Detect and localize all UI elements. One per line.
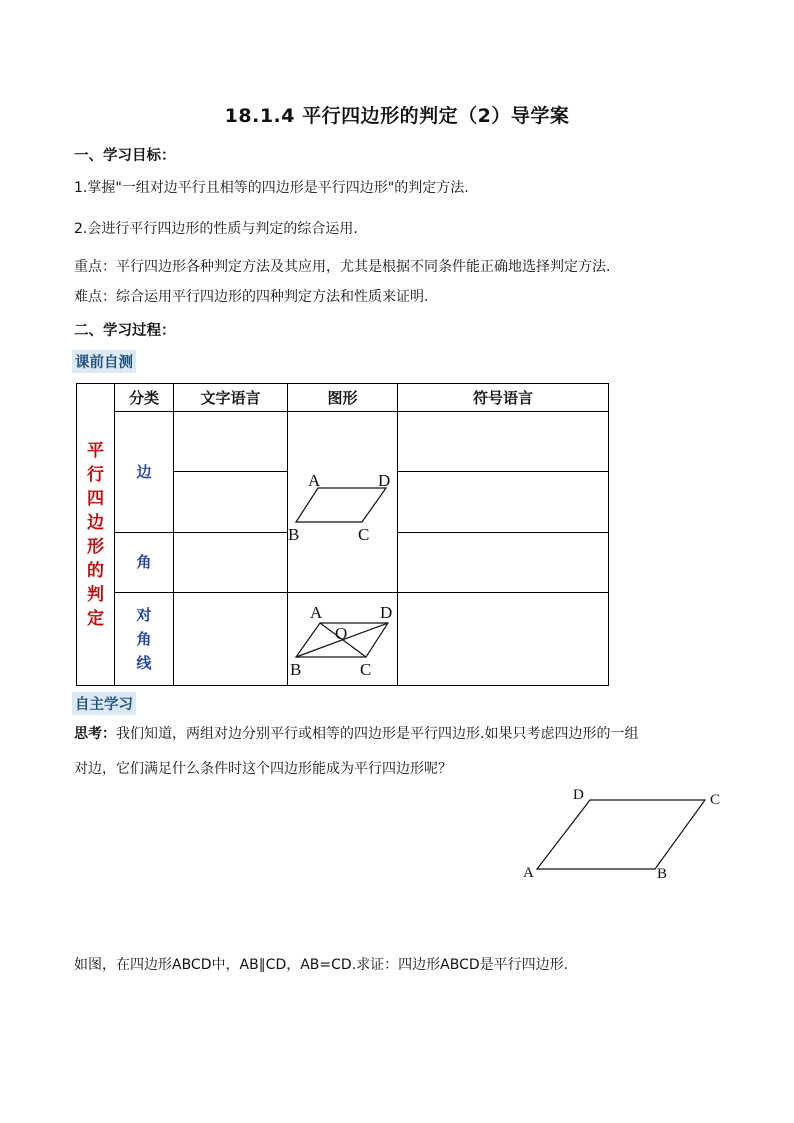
key-point: 重点：平行四边形各种判定方法及其应用，尤其是根据不同条件能正确地选择判定方法. [74, 259, 611, 275]
header-symbol-language: 符号语言 [398, 384, 609, 412]
answer-cell[interactable] [398, 472, 609, 532]
section-learning-goals: 一、学习目标： [74, 148, 176, 164]
category-diagonal-cell [115, 593, 174, 686]
figure-cell-parallelogram [288, 412, 398, 593]
fig1-label-c: C [358, 525, 370, 544]
header-text-language: 文字语言 [174, 384, 288, 412]
category-diagonal: 对角线 [136, 606, 152, 672]
fig1-label-d: D [378, 471, 391, 490]
difficulty-point: 难点：综合运用平行四边形的四种判定方法和性质来证明. [74, 289, 429, 305]
figure-cell-diagonals [288, 593, 398, 686]
think-question-line1 [74, 724, 638, 744]
answer-cell[interactable] [398, 593, 609, 686]
answer-cell[interactable] [398, 532, 609, 592]
answer-cell[interactable] [174, 472, 288, 532]
fig2-label-o: O [335, 624, 348, 643]
proof-parallelogram-figure [515, 780, 730, 885]
answer-cell[interactable] [174, 532, 288, 592]
think-text-1: 我们知道，两组对边分别平行或相等的四边形是平行四边形.如果只考虑四边形的一组 [116, 726, 639, 742]
think-label: 思考： [74, 726, 116, 742]
page-title: 18.1.4 平行四边形的判定（2）导学案 [224, 105, 570, 127]
header-category: 分类 [115, 384, 174, 412]
judgement-table [76, 383, 609, 686]
fig3-label-d: D [573, 787, 584, 803]
fig2-label-a: A [310, 603, 323, 622]
header-figure: 图形 [288, 384, 398, 412]
category-side: 边 [136, 462, 152, 481]
fig2-label-b: B [290, 660, 302, 679]
answer-cell[interactable] [174, 412, 288, 472]
parallelogram-shape [296, 488, 386, 522]
fig3-label-a: A [523, 865, 534, 881]
fig1-label-b: B [288, 525, 300, 544]
fig3-label-b: B [657, 866, 668, 882]
goal-1: 1.掌握"一组对边平行且相等的四边形是平行四边形"的判定方法. [74, 180, 469, 196]
self-study-tag: 自主学习 [72, 692, 136, 715]
goal-2: 2.会进行平行四边形的性质与判定的综合运用. [74, 221, 358, 237]
parallelogram-diagonals-figure [288, 593, 398, 681]
fig2-label-c: C [360, 660, 372, 679]
side-label-text: 平行四边形的判定 [87, 440, 104, 629]
table-side-label [77, 384, 115, 686]
parallelogram-figure [288, 412, 398, 588]
fig1-label-a: A [308, 471, 321, 490]
category-side-cell [115, 412, 174, 533]
section-learning-process: 二、学习过程： [74, 323, 176, 339]
answer-cell[interactable] [398, 412, 609, 472]
category-angle: 角 [136, 553, 152, 572]
proof-statement: 如图，在四边形ABCD中，AB∥CD，AB=CD.求证：四边形ABCD是平行四边形. [74, 957, 569, 973]
pre-class-test-tag: 课前自测 [72, 350, 136, 373]
answer-cell[interactable] [174, 593, 288, 686]
parallelogram-shape [537, 800, 705, 869]
fig3-label-c: C [710, 792, 721, 808]
category-angle-cell [115, 532, 174, 592]
fig2-label-d: D [380, 603, 393, 622]
think-text-2: 对边，它们满足什么条件时这个四边形能成为平行四边形呢？ [74, 761, 452, 777]
